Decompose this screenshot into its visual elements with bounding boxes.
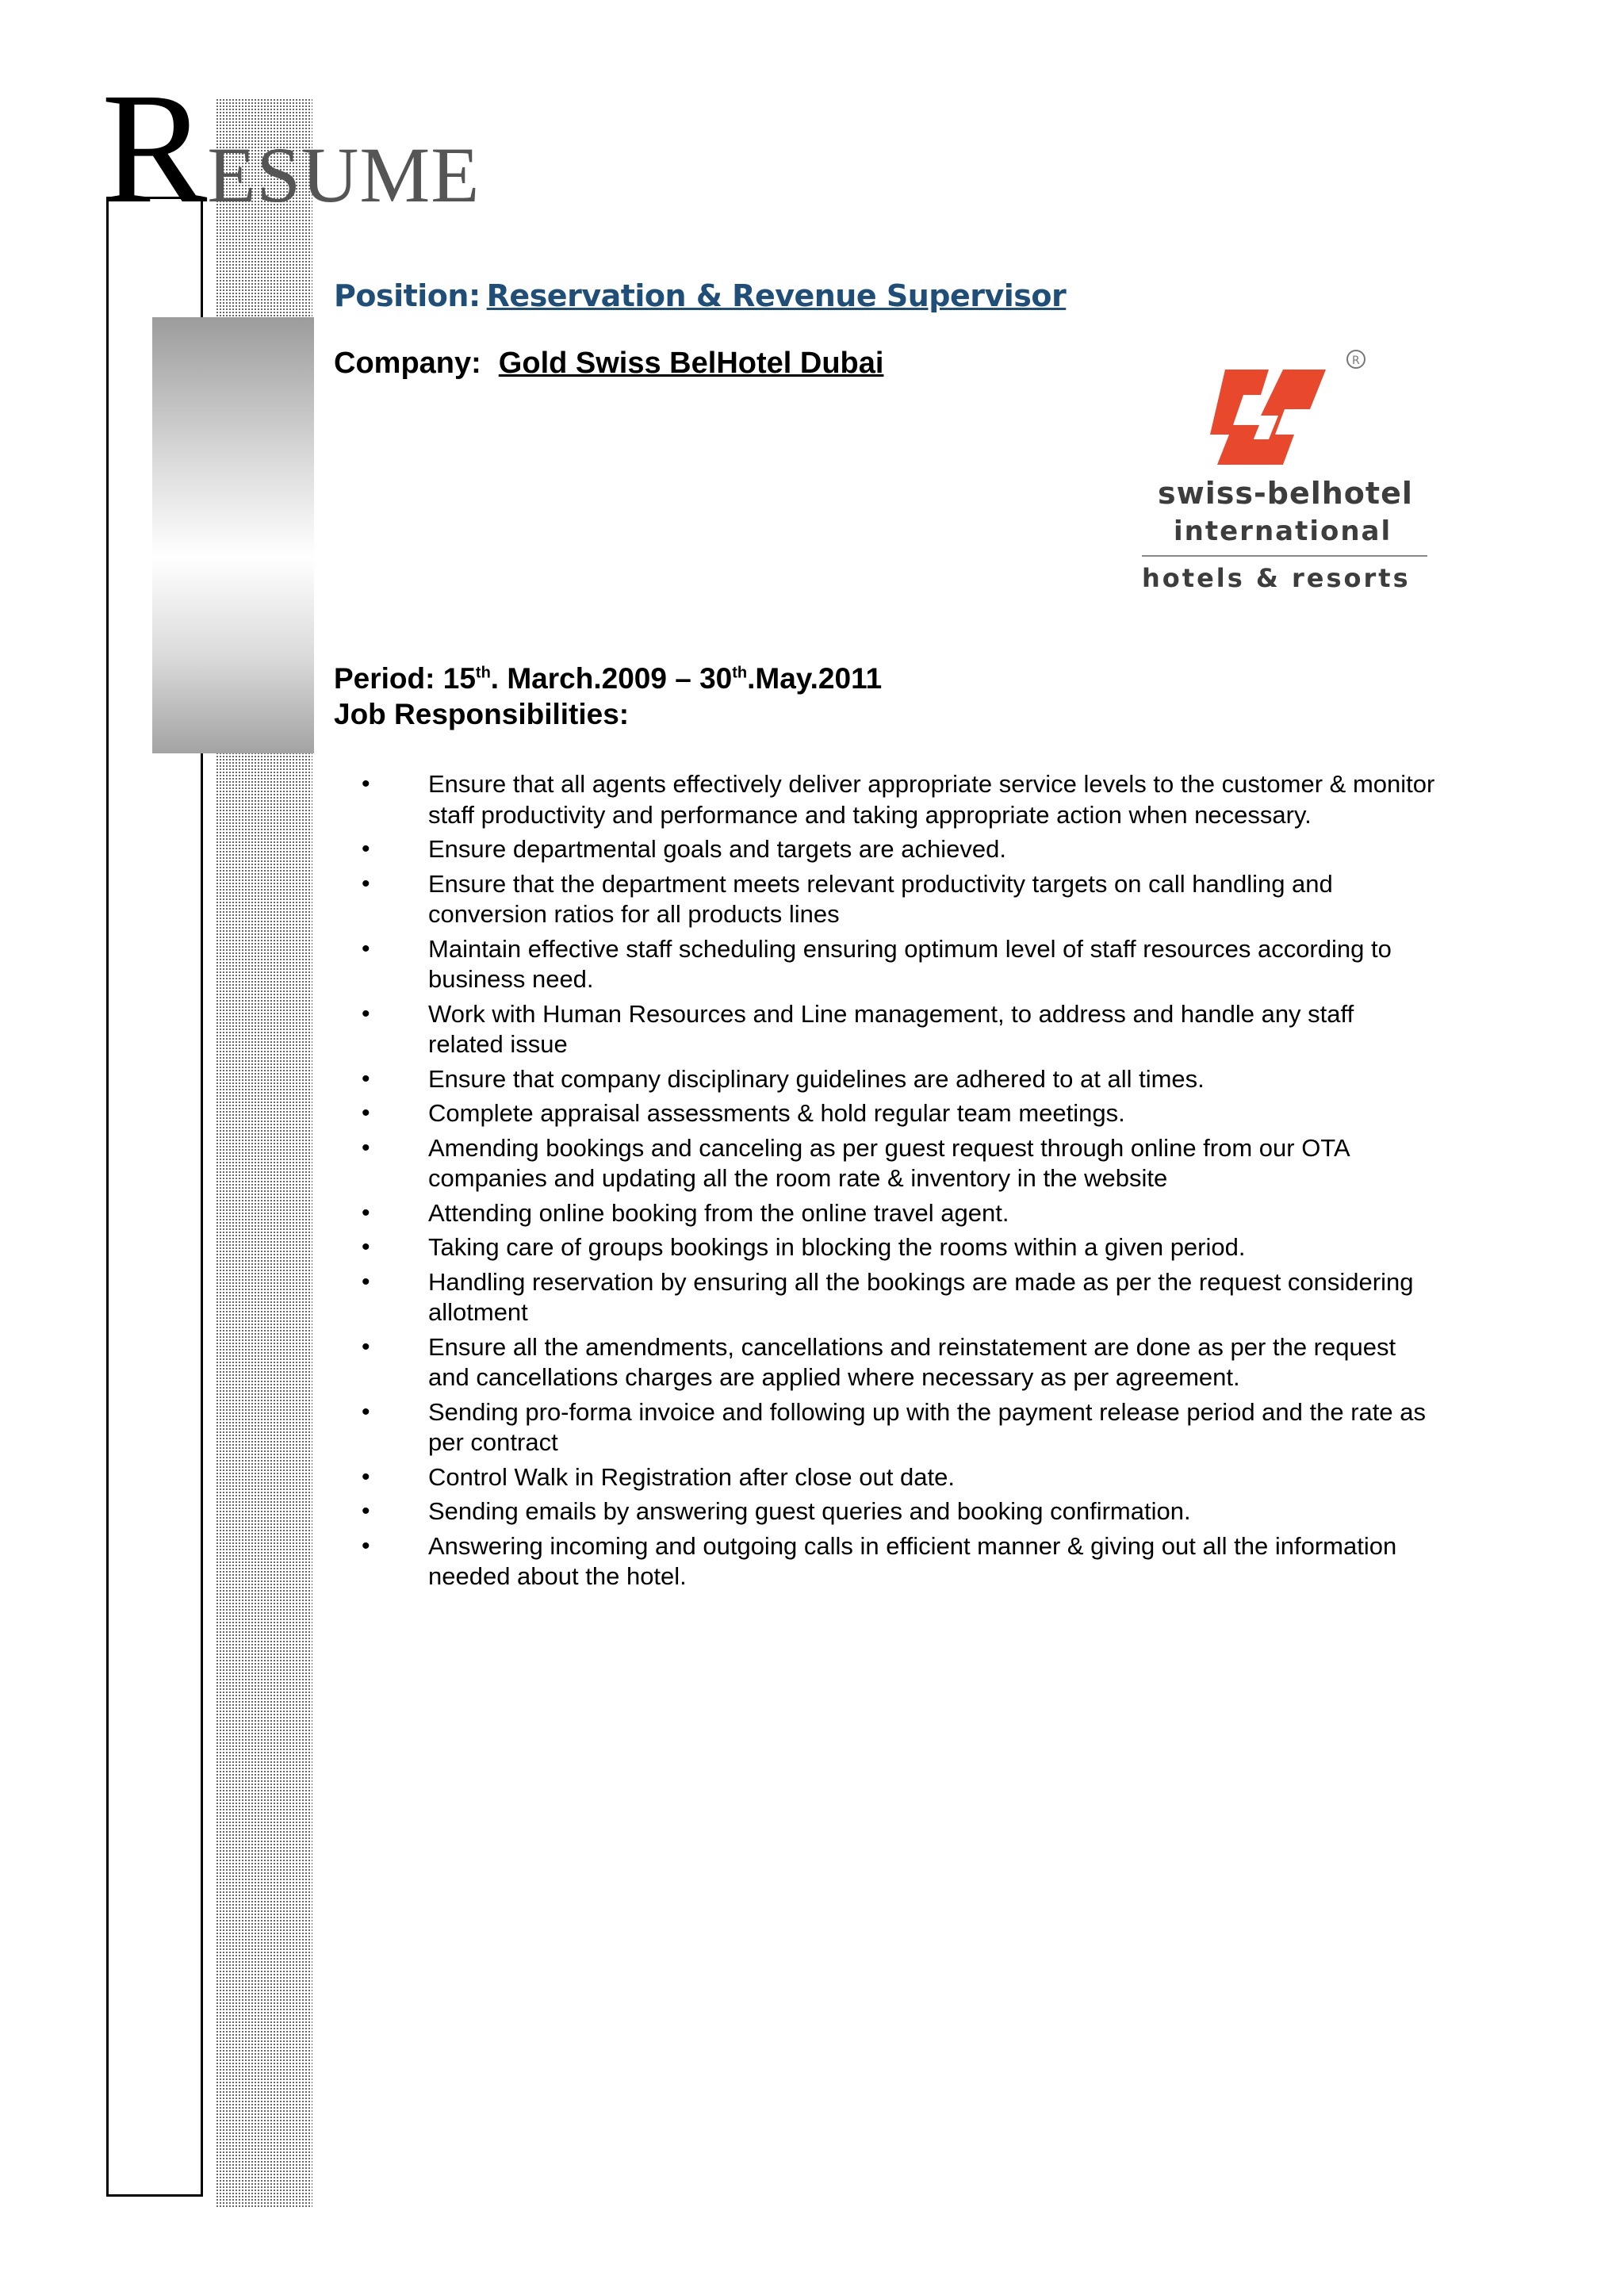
- logo-mark-icon: [1142, 346, 1427, 473]
- period-end-rest: .May.2011: [747, 662, 883, 695]
- responsibility-text: Handling reservation by ensuring all the bookings are made as per the request considering allotment: [428, 1267, 1414, 1326]
- bullet-icon: •: [362, 1532, 370, 1559]
- responsibility-item: [362, 1397, 1435, 1458]
- logo-line3: hotels & resorts: [1142, 563, 1411, 593]
- responsibilities-heading: Job Responsibilities:: [334, 698, 630, 730]
- svg-text:R: R: [1352, 354, 1360, 367]
- responsibility-item: [362, 1267, 1435, 1328]
- responsibility-item: [362, 999, 1435, 1060]
- responsibility-item: [362, 1332, 1435, 1393]
- bullet-icon: •: [362, 1199, 370, 1226]
- responsibility-text: Ensure all the amendments, cancellations and reinstatement are done as per the request and cancellations charges are applied where necessary as per agreement.: [428, 1332, 1396, 1391]
- logo-rule: [1142, 555, 1427, 557]
- bullet-icon: •: [362, 1134, 370, 1161]
- responsibility-item: [362, 769, 1435, 830]
- bullet-icon: •: [362, 1100, 370, 1126]
- responsibility-item: [362, 1462, 1435, 1493]
- responsibility-item: [362, 1496, 1435, 1527]
- responsibility-text: Amending bookings and canceling as per guest request through online from our OTA companies and updating all the room rate & inventory in the website: [428, 1133, 1349, 1192]
- responsibility-text: Sending emails by answering guest queries and booking confirmation.: [428, 1497, 1191, 1525]
- bullet-icon: •: [362, 1000, 370, 1027]
- bullet-icon: •: [362, 1463, 370, 1490]
- responsibility-item: [362, 834, 1435, 865]
- period-start-suffix: th: [475, 664, 491, 682]
- title-rest: ESUME: [207, 131, 481, 219]
- responsibility-text: Complete appraisal assessments & hold regular team meetings.: [428, 1099, 1125, 1127]
- responsibility-text: Sending pro-forma invoice and following up with the payment release period and the rate as per contract: [428, 1397, 1426, 1456]
- responsibilities-list: [362, 769, 1435, 1596]
- responsibility-text: Answering incoming and outgoing calls in efficient manner & giving out all the information needed about the hotel.: [428, 1531, 1397, 1590]
- period-label: Period:: [334, 662, 435, 695]
- bullet-icon: •: [362, 935, 370, 962]
- period-end-suffix: th: [732, 664, 748, 682]
- resume-title: [102, 61, 481, 236]
- logo-line1: swiss-belhotel: [1158, 476, 1413, 511]
- responsibility-item: [362, 1133, 1435, 1194]
- swiss-belhotel-logo: [1142, 346, 1427, 600]
- bullet-icon: •: [362, 870, 370, 897]
- bullet-icon: •: [362, 1333, 370, 1360]
- bullet-icon: •: [362, 1234, 370, 1260]
- responsibility-item: [362, 1098, 1435, 1129]
- bullet-icon: •: [362, 771, 370, 797]
- period-start-rest: . March.2009: [490, 662, 667, 695]
- bullet-icon: •: [362, 1065, 370, 1092]
- responsibility-item: [362, 1198, 1435, 1229]
- gradient-block: [152, 317, 314, 753]
- responsibility-item: [362, 1064, 1435, 1095]
- responsibility-text: Taking care of groups bookings in blocking the rooms within a given period.: [428, 1233, 1246, 1261]
- responsibility-text: Ensure that all agents effectively deliver appropriate service levels to the customer & monitor staff productivity and performance and taking appropriate action when necessary.: [428, 770, 1435, 829]
- title-initial: R: [102, 61, 208, 236]
- position-line: [334, 278, 1066, 313]
- logo-line2: international: [1174, 515, 1392, 547]
- company-value: Gold Swiss BelHotel Dubai: [498, 347, 884, 380]
- responsibility-item: [362, 1232, 1435, 1263]
- bullet-icon: •: [362, 1398, 370, 1425]
- responsibility-item: [362, 869, 1435, 930]
- period-dash: –: [675, 662, 691, 695]
- responsibility-text: Ensure that the department meets relevant productivity targets on call handling and conversion ratios for all products lines: [428, 869, 1333, 928]
- responsibility-text: Maintain effective staff scheduling ensuring optimum level of staff resources according to business need.: [428, 934, 1392, 993]
- period-start-day: 15: [442, 662, 476, 695]
- responsibility-text: Work with Human Resources and Line management, to address and handle any staff related issue: [428, 999, 1354, 1058]
- company-line: [334, 347, 883, 381]
- position-label: Position:: [334, 278, 481, 313]
- bullet-icon: •: [362, 1498, 370, 1524]
- responsibility-item: [362, 1531, 1435, 1592]
- bullet-icon: •: [362, 836, 370, 862]
- company-label: Company:: [334, 347, 481, 380]
- period-end-day: 30: [699, 662, 733, 695]
- responsibility-text: Attending online booking from the online travel agent.: [428, 1198, 1009, 1227]
- responsibility-text: Control Walk in Registration after close out date.: [428, 1462, 955, 1491]
- bullet-icon: •: [362, 1268, 370, 1295]
- responsibility-text: Ensure that company disciplinary guidelines are adhered to at all times.: [428, 1064, 1205, 1093]
- period-line: [334, 662, 882, 695]
- responsibility-text: Ensure departmental goals and targets are achieved.: [428, 835, 1006, 863]
- responsibility-item: [362, 934, 1435, 995]
- position-value: Reservation & Revenue Supervisor: [486, 278, 1067, 313]
